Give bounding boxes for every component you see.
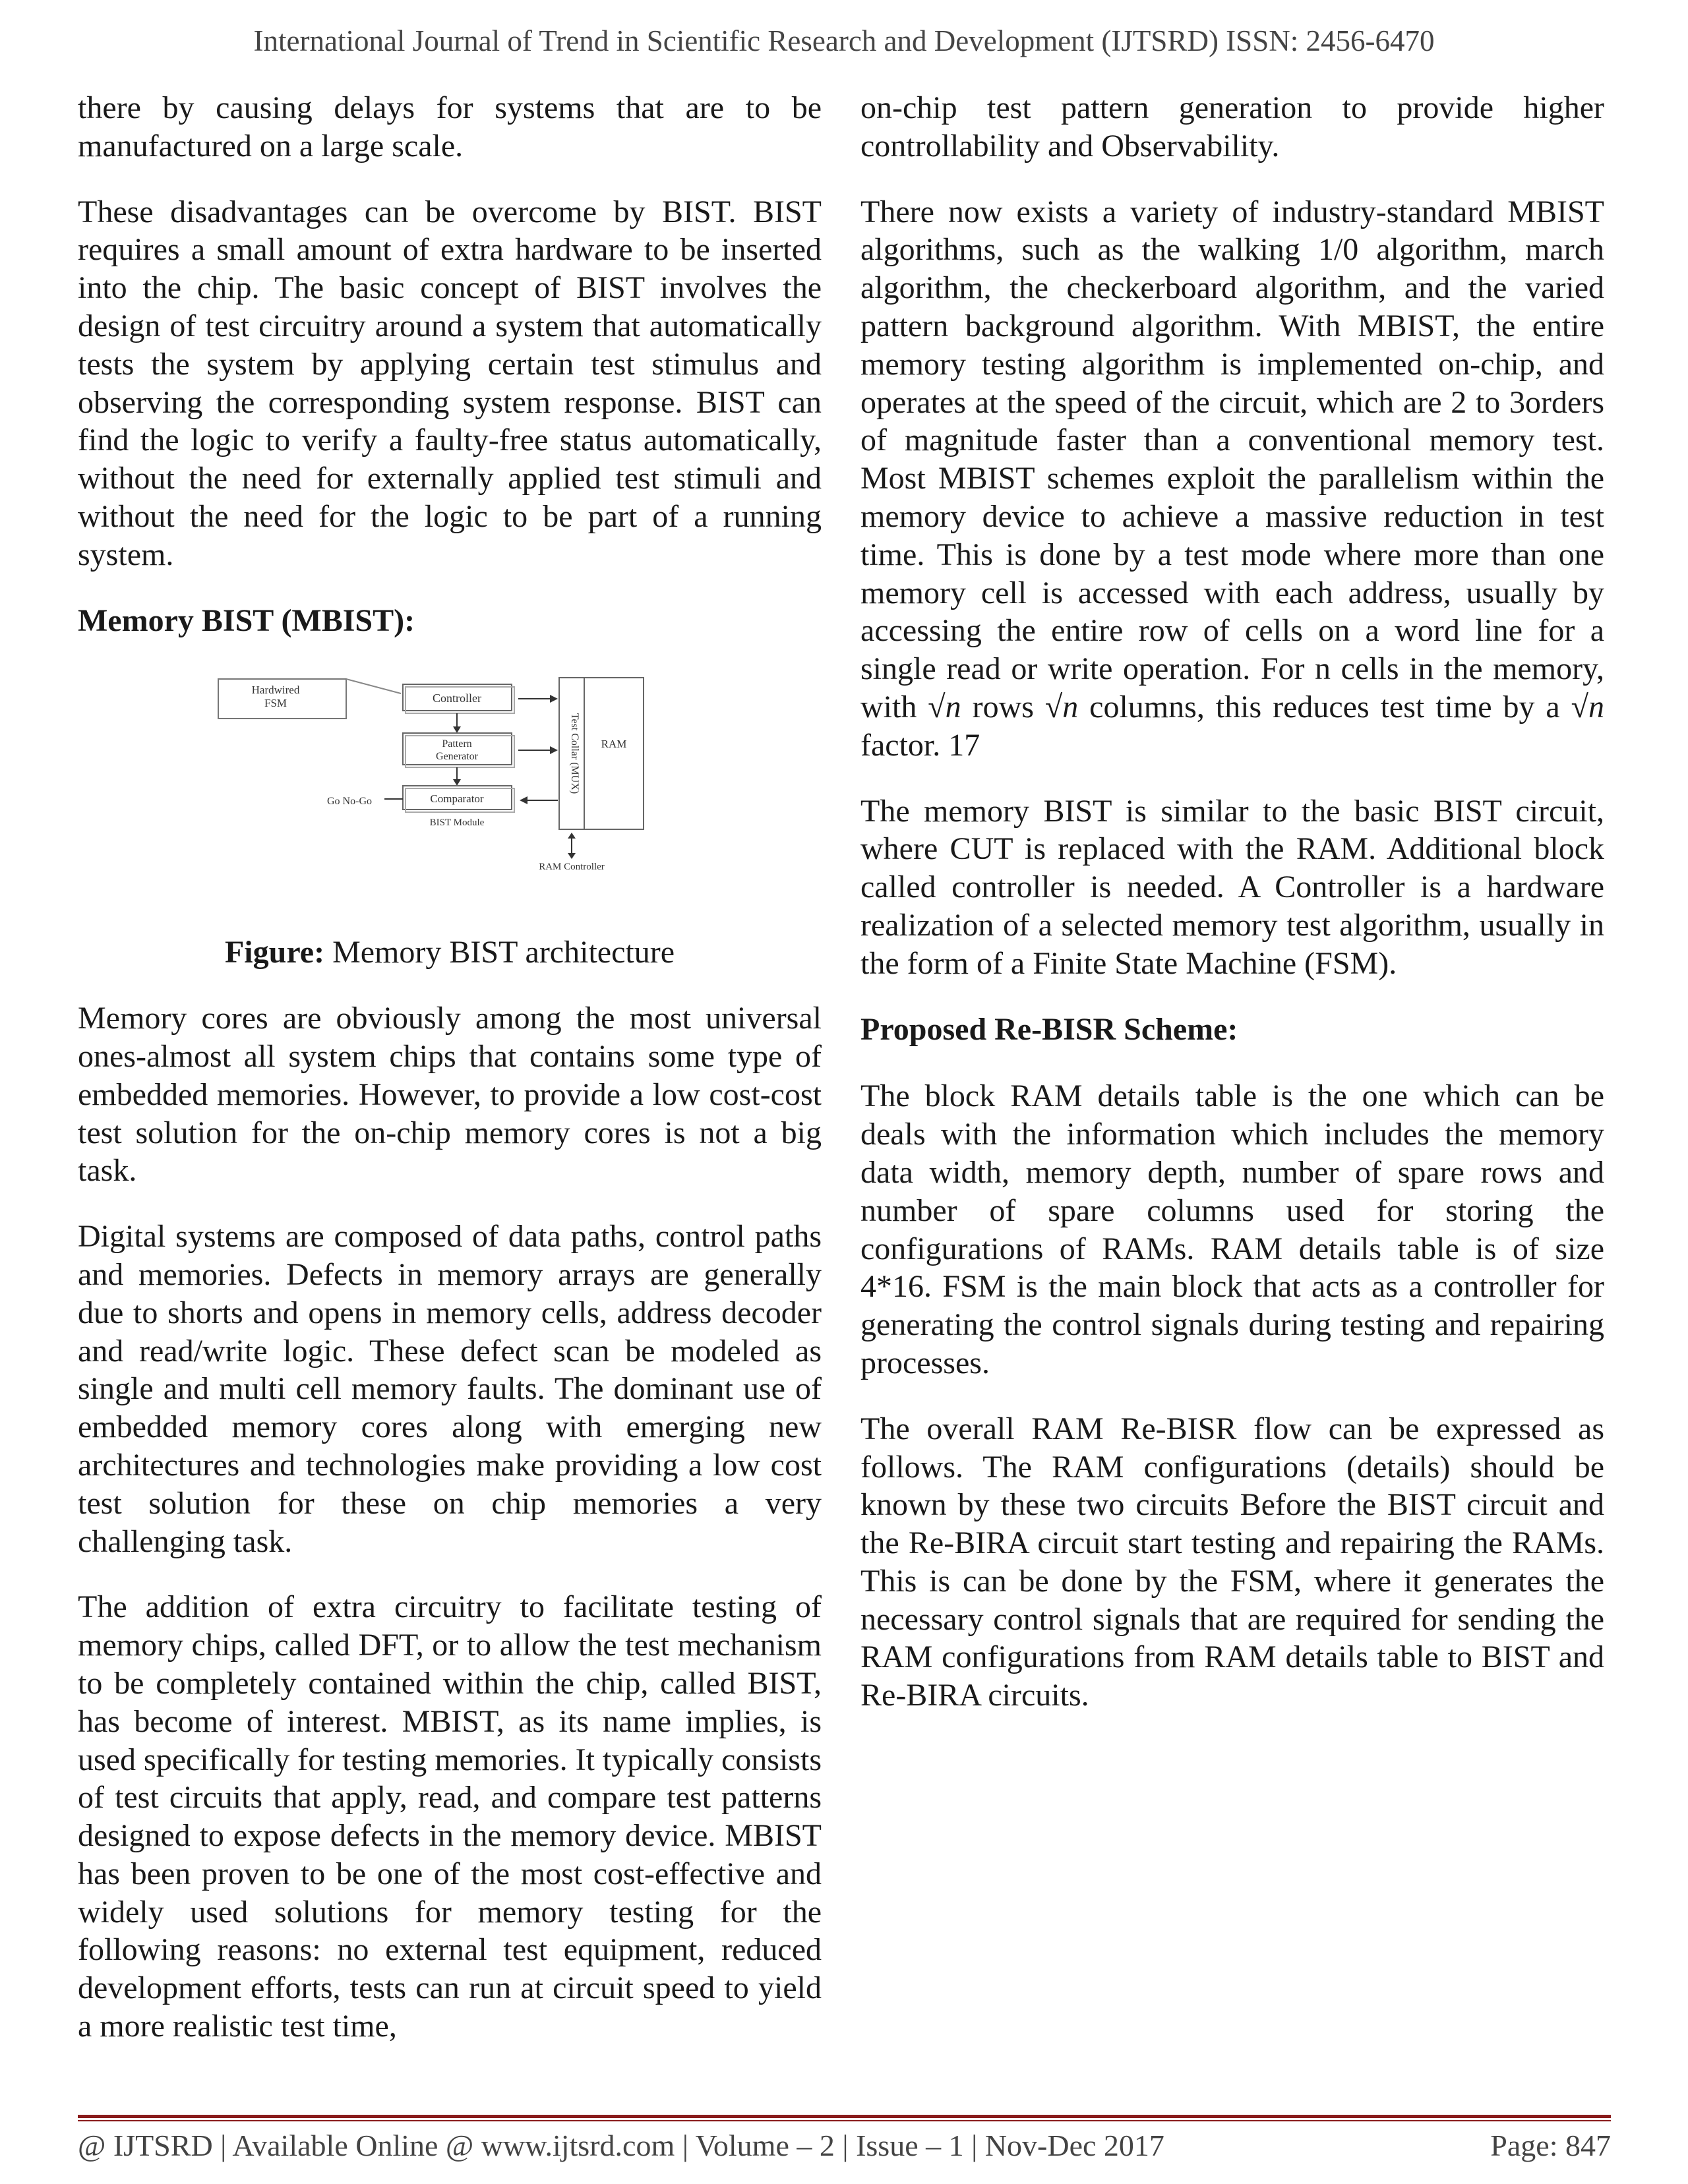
footer-rule-thin bbox=[78, 2120, 1611, 2121]
paragraph: on-chip test pattern generation to provide higher controllability and Observability. bbox=[860, 90, 1604, 163]
ram-controller-label: RAM Controller bbox=[539, 862, 605, 873]
section-heading-rebisr: Proposed Re-BISR Scheme: bbox=[860, 1011, 1238, 1047]
arrow-right-icon bbox=[550, 746, 558, 754]
arrow-left-icon bbox=[520, 796, 528, 804]
paragraph: Memory cores are obviously among the most universal ones-almost all system chips that contains some type of embedded memories. However, to provide a low cost-cost test solution for the on-chip memory cores is not a big task. bbox=[78, 1001, 822, 1189]
caption-label: Figure: bbox=[224, 935, 325, 970]
comparator-label: Comparator bbox=[430, 792, 484, 806]
figure-memory-bist bbox=[78, 668, 822, 919]
bist-module-label: BIST Module bbox=[429, 817, 485, 829]
test-collar-label: Test Collar (MUX) bbox=[569, 713, 580, 794]
hardwired-fsm-label-1: Hardwired bbox=[251, 684, 300, 697]
paragraph: These disadvantages can be overcome by BIST. BIST requires a small amount of extra hardware to be inserted into the chip. The basic concept of BIST involves the design of test circuitry around a system that automatically tests the system by applying certain test stimulus and observing the corresponding system response. BIST can find the logic to verify a faulty-free status automatically, without the need for externally applied test stimuli and without the need for the logic to be part of a running system. bbox=[78, 194, 822, 572]
paragraph: The overall RAM Re-BISR flow can be expressed as follows. The RAM configurations (details) should be known by these two circuits Before the BIST circuit and the Re-BIRA circuit start testing and repairing the RAMs. This is can be done by the FSM, where it generates the necessary control signals that are required for sending the RAM configurations from RAM details table to BIST and Re-BIRA circuits. bbox=[860, 1411, 1604, 1713]
arrow-right-icon bbox=[550, 695, 558, 703]
paragraph: The memory BIST is similar to the basic BIST circuit, where CUT is replaced with the RAM. Additional block called controller is needed. A Controller is a hardware realization of a selected memory test algorithm, usually in the form of a Finite State Machine (FSM). bbox=[860, 793, 1604, 981]
figure-caption bbox=[78, 933, 822, 972]
go-nogo-label: Go No-Go bbox=[327, 796, 372, 808]
paragraph: There now exists a variety of industry-standard MBIST algorithms, such as the walking 1/0 algorithm, march algorithm, the checkerboard algorithm, and the varied pattern background algorithm. With MBIST, the entire memory testing algorithm is implemented on-chip, and operates at the speed of the circuit, which are 2 to 3orders of magnitude faster than a conventional memory test. Most MBIST schemes exploit the parallelism within the memory device to achieve a massive reduction in test time. This is done by a test mode where more than one memory cell is accessed with each address, usually by accessing the entire row of cells on a word line for a single read or write operation. For n cells in the memory, with √n rows √n columns, this reduces test time by a √n factor. 17 bbox=[860, 194, 1605, 763]
page-number: Page: 847 bbox=[1490, 2129, 1611, 2162]
section-heading-mbist: Memory BIST (MBIST): bbox=[78, 603, 415, 638]
paragraph: The block RAM details table is the one which can be deals with the information which includes the memory data width, memory depth, number of spare rows and number of spare columns used for storing the configurations of RAMs. RAM details table is of size 4*16. FSM is the main block that acts as a controller for generating the control signals during testing and repairing processes. bbox=[860, 1078, 1604, 1380]
memory-bist-diagram bbox=[78, 668, 822, 919]
pattern-label-2: Generator bbox=[436, 751, 478, 763]
left-column bbox=[78, 89, 822, 2073]
controller-label: Controller bbox=[433, 692, 481, 705]
fsm-connector bbox=[346, 679, 401, 694]
footer-info: @ IJTSRD | Available Online @ www.ijtsrd.com | Volume – 2 | Issue – 1 | Nov-Dec 2017 bbox=[78, 2129, 1164, 2162]
caption-text: Memory BIST architecture bbox=[324, 935, 675, 970]
paragraph: The addition of extra circuitry to facilitate testing of memory chips, called DFT, or to allow the test mechanism to be completely contained within the chip, called BIST, has become of interest. MBIST, as its name implies, is used specifically for testing memories. It typically consists of test circuits that apply, read, and compare test patterns designed to expose defects in the memory device. MBIST has been proven to be one of the most cost-effective and widely used solutions for memory testing for the following reasons: no external test equipment, reduced development efforts, tests can run at circuit speed to yield a more realistic test time, bbox=[78, 1589, 822, 2044]
ram-box bbox=[584, 678, 644, 829]
running-header: International Journal of Trend in Scientific Research and Development (IJTSRD) ISSN: 2456-6470 bbox=[253, 24, 1435, 57]
arrow-down-icon bbox=[568, 853, 576, 859]
arrow-down-icon bbox=[453, 726, 461, 733]
right-column bbox=[860, 89, 1604, 1742]
paragraph: Digital systems are composed of data paths, control paths and memories. Defects in memory arrays are generally due to shorts and opens in memory cells, address decoder and read/write logic. These defect scan be modeled as single and multi cell memory faults. The dominant use of embedded memory cores along with emerging new architectures and technologies make providing a low cost test solution for these on chip memories a very challenging task. bbox=[78, 1219, 822, 1559]
arrow-down-icon bbox=[453, 779, 461, 786]
ram-label: RAM bbox=[601, 738, 627, 751]
hardwired-fsm-label-2: FSM bbox=[264, 697, 287, 710]
footer-rule bbox=[78, 2115, 1611, 2118]
arrow-up-icon bbox=[568, 833, 576, 839]
page-footer bbox=[78, 2128, 1611, 2163]
paragraph: there by causing delays for systems that are to be manufactured on a large scale. bbox=[78, 90, 822, 163]
pattern-label-1: Pattern bbox=[442, 738, 472, 750]
